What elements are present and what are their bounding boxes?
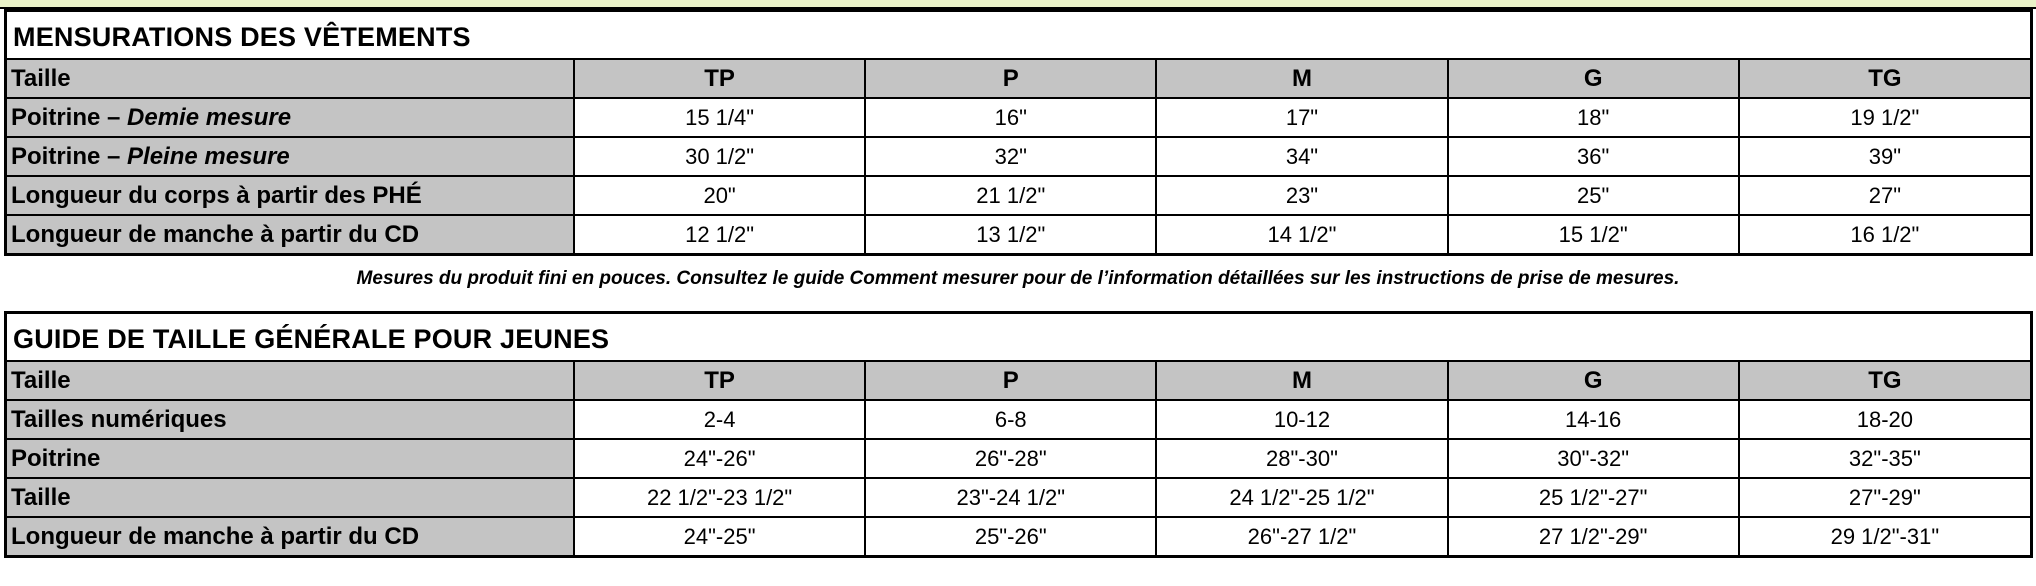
size-header: G	[1448, 362, 1739, 400]
table-cell: 14-16	[1448, 400, 1739, 439]
top-strip	[0, 0, 2036, 9]
table-header-row	[7, 362, 2030, 400]
table-cell: 15 1/4"	[574, 98, 865, 137]
size-header: TG	[1739, 60, 2030, 98]
youth-size-guide-block	[4, 311, 2033, 558]
header-label: Taille	[7, 60, 574, 98]
table-cell: 21 1/2"	[865, 176, 1156, 215]
youth-size-guide-table	[7, 362, 2030, 555]
table-cell: 25"-26"	[865, 517, 1156, 555]
table-row	[7, 137, 2030, 176]
size-header: G	[1448, 60, 1739, 98]
table-cell: 23"	[1156, 176, 1447, 215]
header-label: Taille	[7, 362, 574, 400]
row-label: Poitrine	[7, 439, 574, 478]
size-header: TP	[574, 362, 865, 400]
table-cell: 12 1/2"	[574, 215, 865, 253]
table-row	[7, 215, 2030, 253]
row-label-main: Poitrine –	[11, 103, 128, 131]
row-label-italic: Pleine mesure	[127, 142, 290, 170]
table-cell: 26"-27 1/2"	[1156, 517, 1447, 555]
row-label	[7, 98, 574, 137]
table-cell: 30"-32"	[1448, 439, 1739, 478]
table-cell: 19 1/2"	[1739, 98, 2030, 137]
table-row	[7, 400, 2030, 439]
table-cell: 27 1/2"-29"	[1448, 517, 1739, 555]
table-cell: 39"	[1739, 137, 2030, 176]
size-header: TG	[1739, 362, 2030, 400]
table-cell: 26"-28"	[865, 439, 1156, 478]
table-cell: 36"	[1448, 137, 1739, 176]
table-cell: 25 1/2"-27"	[1448, 478, 1739, 517]
table-cell: 10-12	[1156, 400, 1447, 439]
table-row	[7, 439, 2030, 478]
row-label: Longueur du corps à partir des PHÉ	[7, 176, 574, 215]
table-row	[7, 478, 2030, 517]
row-label	[7, 137, 574, 176]
table-cell: 30 1/2"	[574, 137, 865, 176]
table-cell: 28"-30"	[1156, 439, 1447, 478]
table-row	[7, 98, 2030, 137]
table-cell: 22 1/2"-23 1/2"	[574, 478, 865, 517]
table-row	[7, 517, 2030, 555]
size-header: M	[1156, 362, 1447, 400]
row-label-italic: Demie mesure	[127, 103, 292, 131]
row-label: Taille	[7, 478, 574, 517]
row-label: Longueur de manche à partir du CD	[7, 215, 574, 253]
table-cell: 24"-26"	[574, 439, 865, 478]
table-cell: 24"-25"	[574, 517, 865, 555]
table-cell: 25"	[1448, 176, 1739, 215]
table-cell: 16"	[865, 98, 1156, 137]
row-label-main: Poitrine –	[11, 142, 128, 170]
table-cell: 32"	[865, 137, 1156, 176]
table-cell: 20"	[574, 176, 865, 215]
garment-table-title: MENSURATIONS DES VÊTEMENTS	[7, 12, 2030, 60]
table-cell: 6-8	[865, 400, 1156, 439]
table-cell: 32"-35"	[1739, 439, 2030, 478]
youth-table-title: GUIDE DE TAILLE GÉNÉRALE POUR JEUNES	[7, 314, 2030, 362]
table-cell: 15 1/2"	[1448, 215, 1739, 253]
table-cell: 29 1/2"-31"	[1739, 517, 2030, 555]
measurement-note: Mesures du produit fini en pouces. Consultez le guide Comment mesurer pour de l’information détaillées sur les instructions de prise de mesures.	[356, 268, 1680, 289]
table-cell: 27"-29"	[1739, 478, 2030, 517]
table-cell: 27"	[1739, 176, 2030, 215]
table-cell: 24 1/2"-25 1/2"	[1156, 478, 1447, 517]
row-label: Tailles numériques	[7, 400, 574, 439]
table-cell: 18-20	[1739, 400, 2030, 439]
size-header: P	[865, 60, 1156, 98]
garment-measurements-table	[7, 60, 2030, 253]
row-label: Longueur de manche à partir du CD	[7, 517, 574, 555]
size-header: TP	[574, 60, 865, 98]
table-cell: 34"	[1156, 137, 1447, 176]
table-row	[7, 176, 2030, 215]
table-cell: 23"-24 1/2"	[865, 478, 1156, 517]
garment-measurements-block	[4, 9, 2033, 256]
table-cell: 16 1/2"	[1739, 215, 2030, 253]
size-header: P	[865, 362, 1156, 400]
table-header-row	[7, 60, 2030, 98]
table-cell: 14 1/2"	[1156, 215, 1447, 253]
table-cell: 17"	[1156, 98, 1447, 137]
table-cell: 18"	[1448, 98, 1739, 137]
table-cell: 2-4	[574, 400, 865, 439]
table-cell: 13 1/2"	[865, 215, 1156, 253]
size-header: M	[1156, 60, 1447, 98]
